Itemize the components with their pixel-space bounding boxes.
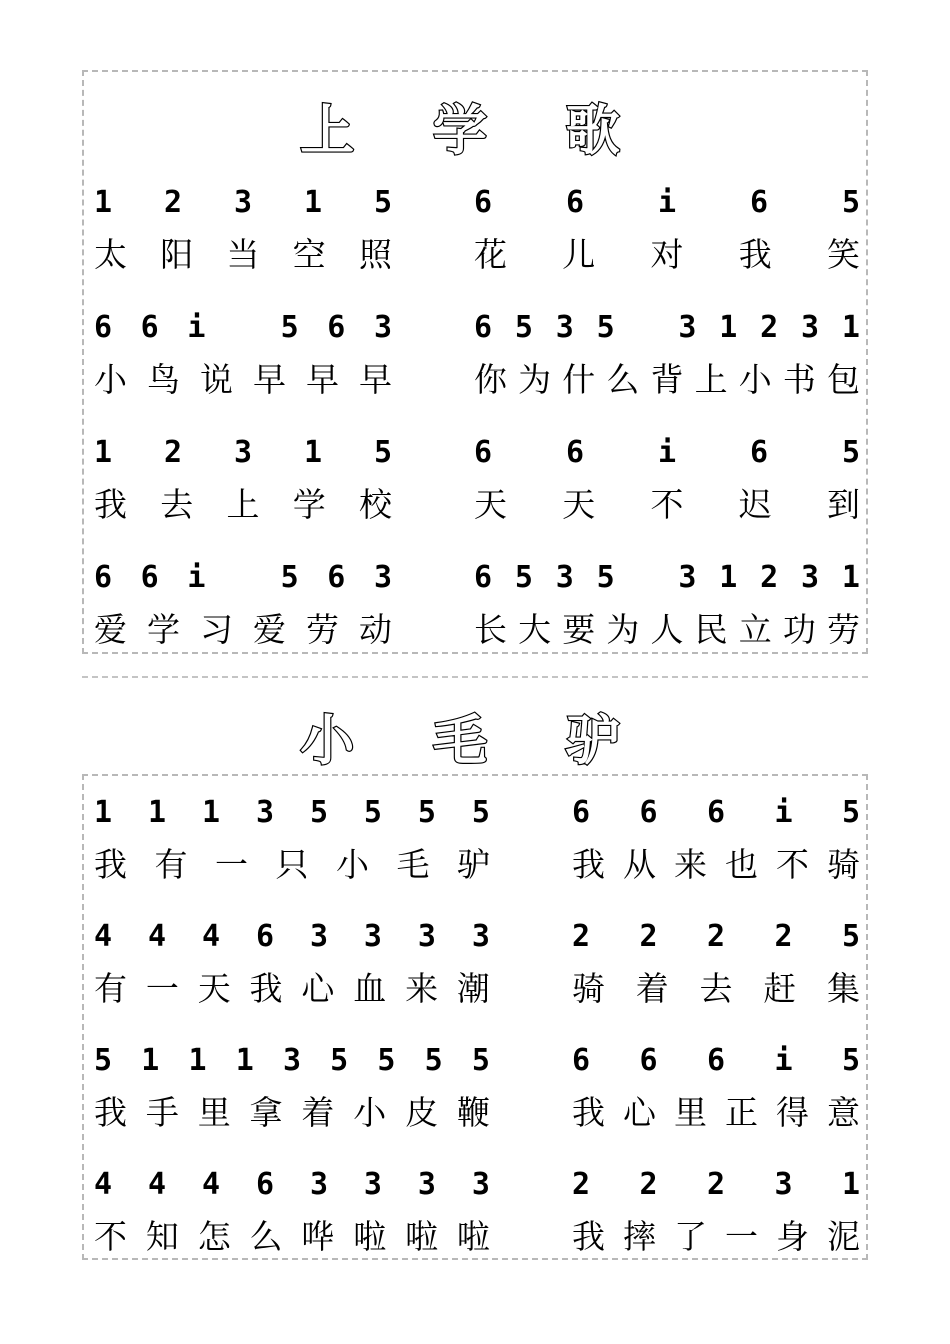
note: 5: [841, 1042, 860, 1078]
lyric-char: 小: [738, 359, 772, 399]
score-row: [82, 792, 868, 902]
note: 5: [363, 794, 382, 830]
lyric-char: 来: [674, 844, 707, 884]
lyric-char: 摔: [623, 1216, 656, 1256]
note: i: [657, 184, 677, 220]
lyric-char: 啦: [456, 1216, 490, 1256]
note: 5: [514, 309, 533, 345]
note: 5: [841, 918, 860, 954]
lyric-char: 书: [782, 359, 816, 399]
lyric-char: 啦: [353, 1216, 387, 1256]
note: i: [187, 309, 206, 345]
note: 3: [555, 309, 574, 345]
lyric-line: [572, 1090, 860, 1130]
note: 6: [255, 1166, 275, 1202]
score-row: [82, 1040, 868, 1150]
lyric-char: 学: [147, 609, 180, 649]
lyric-char: 上: [226, 484, 260, 524]
note: 3: [309, 918, 328, 954]
note: 5: [417, 794, 436, 830]
note: 4: [94, 1166, 113, 1202]
note: 2: [760, 559, 779, 595]
lyric-char: 立: [738, 609, 772, 649]
note: 6: [474, 559, 493, 595]
score-row: [82, 307, 868, 417]
phrase-left: [94, 307, 392, 417]
lyric-char: 我: [94, 844, 127, 884]
note: 5: [841, 794, 860, 830]
lyric-char: 民: [694, 609, 728, 649]
phrase-right: [474, 432, 860, 542]
lyric-char: 身: [776, 1216, 809, 1256]
note-line: [474, 182, 860, 222]
note: 3: [471, 1166, 490, 1202]
section-divider: [82, 676, 868, 678]
note: 2: [774, 918, 793, 954]
note: [638, 310, 656, 345]
note-line: [94, 307, 392, 347]
note: 3: [373, 559, 392, 595]
phrase-right: [474, 557, 860, 667]
lyric-char: 赶: [763, 968, 797, 1008]
note: i: [774, 1042, 793, 1078]
lyric-line: [474, 607, 860, 647]
lyric-char: 哗: [301, 1216, 335, 1256]
note: 2: [572, 918, 591, 954]
lyric-char: 骑: [572, 968, 605, 1008]
note: 6: [474, 184, 493, 220]
phrase-left: [94, 792, 490, 902]
lyric-line: [94, 232, 392, 272]
lyric-char: 大: [518, 609, 552, 649]
lyric-char: 骑: [827, 844, 860, 884]
note: 1: [841, 1166, 860, 1202]
lyric-char: 啦: [405, 1216, 439, 1256]
lyric-char: 血: [353, 968, 387, 1008]
note: 3: [282, 1042, 301, 1078]
note: 3: [363, 1166, 382, 1202]
note: 2: [706, 918, 726, 954]
note: 1: [719, 309, 738, 345]
note: 4: [147, 918, 167, 954]
note-line: [94, 792, 490, 832]
lyric-char: 花: [474, 234, 507, 274]
lyric-line: [474, 232, 860, 272]
note: 3: [233, 434, 253, 470]
lyric-char: 习: [200, 609, 233, 649]
note: 1: [94, 434, 113, 470]
note: 6: [474, 434, 493, 470]
lyric-char: 驴: [457, 844, 490, 884]
lyric-char: 有: [94, 968, 127, 1008]
lyric-char: 去: [699, 968, 733, 1008]
lyric-char: 早: [359, 359, 392, 399]
note: 4: [147, 1166, 167, 1202]
note: [234, 310, 252, 345]
lyric-char: 包: [827, 359, 860, 399]
lyric-char: 笑: [827, 234, 860, 274]
note: 5: [471, 794, 490, 830]
lyric-char: 为: [518, 359, 552, 399]
note: 6: [639, 794, 658, 830]
lyric-char: 天: [474, 484, 507, 524]
note: 6: [140, 309, 159, 345]
lyric-char: 来: [405, 968, 439, 1008]
phrase-right: [572, 1164, 860, 1274]
lyric-char: 着: [301, 1092, 335, 1132]
note: 5: [841, 434, 860, 470]
note: 6: [327, 309, 346, 345]
lyric-char: 一: [725, 1216, 758, 1256]
lyric-line: [94, 1214, 490, 1254]
lyric-char: 从: [623, 844, 656, 884]
lyric-char: 心: [301, 968, 335, 1008]
lyric-char: 人: [650, 609, 684, 649]
lyric-line: [94, 482, 392, 522]
lyric-line: [572, 842, 860, 882]
lyric-char: 泥: [827, 1216, 860, 1256]
phrase-left: [94, 182, 392, 292]
note: 3: [233, 184, 253, 220]
lyric-char: 功: [782, 609, 816, 649]
lyric-char: 毛: [396, 844, 430, 884]
note: 1: [235, 1042, 254, 1078]
note-line: [572, 916, 860, 956]
lyric-line: [94, 357, 392, 397]
note: 3: [774, 1166, 793, 1202]
song-1-card: [82, 70, 868, 654]
lyric-char: 天: [197, 968, 231, 1008]
note-line: [94, 1164, 490, 1204]
lyric-char: 爱: [253, 609, 286, 649]
phrase-left: [94, 557, 392, 667]
lyric-line: [474, 357, 860, 397]
lyric-line: [572, 1214, 860, 1254]
lyric-char: 拿: [249, 1092, 283, 1132]
lyric-char: 为: [606, 609, 640, 649]
phrase-left: [94, 1164, 490, 1274]
lyric-char: 照: [359, 234, 392, 274]
lyric-char: 么: [606, 359, 640, 399]
note: 1: [147, 794, 167, 830]
note: 6: [565, 434, 585, 470]
lyric-char: 劳: [306, 609, 339, 649]
phrase-right: [474, 182, 860, 292]
lyric-line: [474, 482, 860, 522]
lyric-char: 小: [336, 844, 369, 884]
lyric-char: 怎: [197, 1216, 231, 1256]
song-title: 上 学 歌: [300, 99, 650, 162]
lyric-char: 鸟: [147, 359, 180, 399]
note: 6: [749, 434, 769, 470]
note-line: [94, 182, 392, 222]
lyric-char: 一: [145, 968, 179, 1008]
note: 1: [94, 184, 113, 220]
lyric-char: 潮: [456, 968, 490, 1008]
note: 5: [309, 794, 328, 830]
note: 5: [373, 184, 392, 220]
lyric-char: 手: [145, 1092, 179, 1132]
lyric-char: 背: [650, 359, 684, 399]
note-line: [94, 916, 490, 956]
note-line: [94, 557, 392, 597]
lyric-char: 鞭: [456, 1092, 490, 1132]
lyric-char: 说: [200, 359, 233, 399]
lyric-char: 一: [215, 844, 248, 884]
score-row: [82, 432, 868, 542]
note: 6: [94, 559, 113, 595]
lyric-char: 到: [827, 484, 860, 524]
lyric-char: 儿: [562, 234, 596, 274]
note: 4: [94, 918, 113, 954]
score-row: [82, 557, 868, 667]
lyric-char: 我: [738, 234, 772, 274]
lyric-line: [94, 1090, 490, 1130]
note: 6: [140, 559, 159, 595]
note: 3: [471, 918, 490, 954]
note: 1: [188, 1042, 207, 1078]
lyric-char: 你: [474, 359, 507, 399]
lyric-char: 去: [160, 484, 194, 524]
lyric-char: 学: [292, 484, 326, 524]
phrase-left: [94, 916, 490, 1026]
note: 3: [678, 309, 697, 345]
lyric-char: 对: [650, 234, 684, 274]
lyric-char: 要: [562, 609, 596, 649]
lyric-char: 不: [650, 484, 684, 524]
lyric-char: 正: [725, 1092, 758, 1132]
note: 3: [255, 794, 275, 830]
lyric-char: 当: [226, 234, 260, 274]
note: 5: [377, 1042, 396, 1078]
lyric-char: 意: [827, 1092, 860, 1132]
note: 5: [596, 559, 615, 595]
lyric-char: 着: [635, 968, 669, 1008]
lyric-char: 里: [197, 1092, 231, 1132]
lyric-char: 什: [562, 359, 596, 399]
lyric-char: 集: [827, 968, 860, 1008]
lyric-char: 劳: [827, 609, 860, 649]
note: 5: [424, 1042, 443, 1078]
note: i: [187, 559, 206, 595]
lyric-char: 也: [725, 844, 758, 884]
note: 5: [471, 1042, 490, 1078]
note: 2: [760, 309, 779, 345]
note: 5: [330, 1042, 349, 1078]
score-row: [82, 916, 868, 1026]
lyric-char: 我: [572, 844, 605, 884]
note-line: [572, 1040, 860, 1080]
note: 2: [639, 1166, 658, 1202]
note: 6: [749, 184, 769, 220]
note: 1: [94, 794, 113, 830]
note: 3: [678, 559, 697, 595]
lyric-char: 里: [674, 1092, 707, 1132]
note: 1: [719, 559, 738, 595]
lyric-char: 我: [249, 968, 283, 1008]
lyric-char: 不: [94, 1216, 127, 1256]
note-line: [572, 1164, 860, 1204]
note: 1: [303, 184, 323, 220]
lyric-char: 爱: [94, 609, 127, 649]
note-line: [94, 1040, 490, 1080]
note-line: [474, 432, 860, 472]
note: 3: [363, 918, 382, 954]
note: 6: [639, 1042, 658, 1078]
lyric-char: 心: [623, 1092, 656, 1132]
phrase-right: [572, 792, 860, 902]
note: 1: [841, 309, 860, 345]
note: 6: [94, 309, 113, 345]
note: 5: [280, 559, 299, 595]
note: 2: [572, 1166, 591, 1202]
lyric-char: 我: [572, 1092, 605, 1132]
song-2-card: [82, 688, 868, 1260]
lyric-line: [94, 607, 392, 647]
lyric-char: 只: [275, 844, 309, 884]
note: 2: [639, 918, 658, 954]
lyric-char: 皮: [405, 1092, 439, 1132]
note: i: [774, 794, 793, 830]
note: 1: [841, 559, 860, 595]
lyric-char: 我: [94, 1092, 127, 1132]
phrase-right: [572, 916, 860, 1026]
note: 3: [417, 1166, 436, 1202]
lyric-char: 太: [94, 234, 127, 274]
lyric-char: 早: [253, 359, 286, 399]
note: 1: [141, 1042, 160, 1078]
lyric-char: 小: [94, 359, 127, 399]
note-line: [572, 792, 860, 832]
note: 3: [801, 309, 820, 345]
lyric-line: [94, 966, 490, 1006]
note: 6: [706, 1042, 726, 1078]
lyric-char: 我: [94, 484, 127, 524]
note: 1: [201, 794, 221, 830]
note: 2: [706, 1166, 726, 1202]
lyric-char: 早: [306, 359, 339, 399]
note-line: [94, 432, 392, 472]
lyric-char: 阳: [160, 234, 194, 274]
lyric-char: 小: [353, 1092, 387, 1132]
note-line: [474, 557, 860, 597]
note: 4: [201, 918, 221, 954]
note: 6: [706, 794, 726, 830]
note: 2: [163, 434, 183, 470]
note: 3: [801, 559, 820, 595]
note: [234, 560, 252, 595]
lyric-line: [572, 966, 860, 1006]
lyric-char: 长: [474, 609, 507, 649]
lyric-char: 上: [694, 359, 728, 399]
song-title: 小 毛 驴: [300, 709, 650, 772]
lyric-char: 天: [562, 484, 596, 524]
note: 5: [373, 434, 392, 470]
lyric-char: 知: [145, 1216, 179, 1256]
lyric-char: 我: [572, 1216, 605, 1256]
lyric-char: 不: [776, 844, 809, 884]
note: 6: [572, 1042, 591, 1078]
lyric-char: 有: [154, 844, 188, 884]
note-line: [474, 307, 860, 347]
note: 6: [255, 918, 275, 954]
note: 5: [841, 184, 860, 220]
note: 5: [280, 309, 299, 345]
note: 4: [201, 1166, 221, 1202]
score-row: [82, 1164, 868, 1274]
note: [638, 560, 656, 595]
phrase-left: [94, 1040, 490, 1150]
note: 3: [555, 559, 574, 595]
note: i: [657, 434, 677, 470]
note: 6: [572, 794, 591, 830]
note: 3: [373, 309, 392, 345]
note: 1: [303, 434, 323, 470]
note: 6: [327, 559, 346, 595]
note: 5: [514, 559, 533, 595]
note: 3: [417, 918, 436, 954]
note: 5: [596, 309, 615, 345]
note: 2: [163, 184, 183, 220]
lyric-char: 校: [359, 484, 392, 524]
lyric-char: 空: [292, 234, 326, 274]
phrase-right: [474, 307, 860, 417]
note: 6: [474, 309, 493, 345]
lyric-char: 了: [674, 1216, 707, 1256]
lyric-char: 动: [359, 609, 392, 649]
note: 5: [94, 1042, 113, 1078]
phrase-left: [94, 432, 392, 542]
lyric-line: [94, 842, 490, 882]
lyric-char: 么: [249, 1216, 283, 1256]
lyric-char: 得: [776, 1092, 809, 1132]
score-row: [82, 182, 868, 292]
note: 3: [309, 1166, 328, 1202]
phrase-right: [572, 1040, 860, 1150]
lyric-char: 迟: [738, 484, 772, 524]
note: 6: [565, 184, 585, 220]
